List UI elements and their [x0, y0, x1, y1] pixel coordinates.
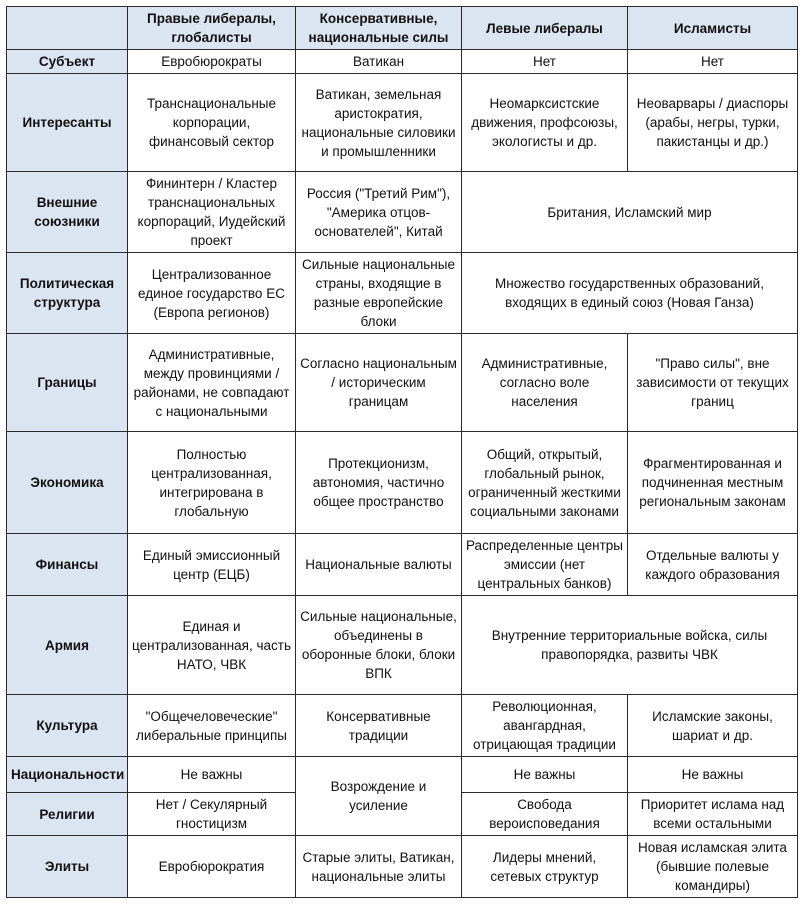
table-cell: Общий, открытый, глобальный рынок, ограниченный жесткими социальными законами	[462, 432, 628, 534]
row-label: Границы	[7, 334, 128, 432]
table-cell: Британия, Исламский мир	[462, 172, 798, 253]
table-cell: Транснациональные корпорации, финансовый сектор	[128, 74, 296, 172]
table-cell: Сильные национальные, объединены в оборонные блоки, блоки ВПК	[296, 596, 462, 695]
header-conservatives: Консервативные, национальные силы	[296, 7, 462, 50]
row-label: Экономика	[7, 432, 128, 534]
row-external-allies	[7, 172, 798, 253]
row-label: Армия	[7, 596, 128, 695]
table-cell: Единая и централизованная, часть НАТО, ЧВК	[128, 596, 296, 695]
table-cell: Россия ("Третий Рим"), "Америка отцов-основателей", Китай	[296, 172, 462, 253]
table-cell: Административные, согласно воле населения	[462, 334, 628, 432]
table-cell: Не важны	[128, 757, 296, 793]
row-label: Религии	[7, 793, 128, 836]
row-political-structure	[7, 253, 798, 334]
table-cell: Революционная, авангардная, отрицающая традиции	[462, 695, 628, 757]
row-subject	[7, 50, 798, 74]
row-label: Политическая структура	[7, 253, 128, 334]
table-cell: Внутренние территориальные войска, силы правопорядка, развиты ЧВК	[462, 596, 798, 695]
table-cell: Свобода вероисповедания	[462, 793, 628, 836]
header-corner	[7, 7, 128, 50]
table-cell: Национальные валюты	[296, 534, 462, 596]
row-label: Субъект	[7, 50, 128, 74]
table-cell: Централизованное единое государство ЕС (Европа регионов)	[128, 253, 296, 334]
table-cell: Новая исламская элита (бывшие полевые командиры)	[628, 836, 798, 898]
header-left-liberals: Левые либералы	[462, 7, 628, 50]
table-cell: Отдельные валюты у каждого образования	[628, 534, 798, 596]
table-cell: Ватикан	[296, 50, 462, 74]
table-cell: Лидеры мнений, сетевых структур	[462, 836, 628, 898]
table-cell: Полностью централизованная, интегрирована в глобальную	[128, 432, 296, 534]
table-cell: Консервативные традиции	[296, 695, 462, 757]
table-cell: Евробюрократия	[128, 836, 296, 898]
table-cell: Евробюрократы	[128, 50, 296, 74]
row-label: Национальности	[7, 757, 128, 793]
header-right-liberals: Правые либералы, глобалисты	[128, 7, 296, 50]
row-nationalities	[7, 757, 798, 793]
table-cell: Приоритет ислама над всеми остальными	[628, 793, 798, 836]
row-label: Культура	[7, 695, 128, 757]
table-cell: Не важны	[462, 757, 628, 793]
row-army	[7, 596, 798, 695]
row-label: Финансы	[7, 534, 128, 596]
row-label: Элиты	[7, 836, 128, 898]
row-economy	[7, 432, 798, 534]
table-cell: Нет / Секулярный гностицизм	[128, 793, 296, 836]
row-label: Внешние союзники	[7, 172, 128, 253]
comparison-table	[6, 6, 798, 898]
table-cell: Согласно национальным / историческим границам	[296, 334, 462, 432]
table-cell: Нет	[462, 50, 628, 74]
table-cell: "Право силы", вне зависимости от текущих границ	[628, 334, 798, 432]
table-cell: Исламские законы, шариат и др.	[628, 695, 798, 757]
table-cell: Множество государственных образований, входящих в единый союз (Новая Ганза)	[462, 253, 798, 334]
table-cell: Старые элиты, Ватикан, национальные элиты	[296, 836, 462, 898]
row-culture	[7, 695, 798, 757]
row-borders	[7, 334, 798, 432]
header-islamists: Исламисты	[628, 7, 798, 50]
row-label: Интересанты	[7, 74, 128, 172]
row-elites	[7, 836, 798, 898]
header-row	[7, 7, 798, 50]
table-cell: Не важны	[628, 757, 798, 793]
table-cell: "Общечеловеческие" либеральные принципы	[128, 695, 296, 757]
table-cell: Сильные национальные страны, входящие в разные европейские блоки	[296, 253, 462, 334]
table-cell: Нет	[628, 50, 798, 74]
row-finance	[7, 534, 798, 596]
table-cell: Фининтерн / Кластер транснациональных корпораций, Иудейский проект	[128, 172, 296, 253]
table-cell: Неоварвары / диаспоры (арабы, негры, турки, пакистанцы и др.)	[628, 74, 798, 172]
table-cell: Административные, между провинциями / районами, не совпадают с национальными	[128, 334, 296, 432]
table-cell: Ватикан, земельная аристократия, национальные силовики и промышленники	[296, 74, 462, 172]
table-cell: Возрождение и усиление	[296, 757, 462, 836]
table-cell: Фрагментированная и подчиненная местным региональным законам	[628, 432, 798, 534]
table-cell: Неомарксистские движения, профсоюзы, экологисты и др.	[462, 74, 628, 172]
table-cell: Распределенные центры эмиссии (нет центральных банков)	[462, 534, 628, 596]
table-cell: Единый эмиссионный центр (ЕЦБ)	[128, 534, 296, 596]
table-cell: Протекционизм, автономия, частично общее пространство	[296, 432, 462, 534]
row-stakeholders	[7, 74, 798, 172]
